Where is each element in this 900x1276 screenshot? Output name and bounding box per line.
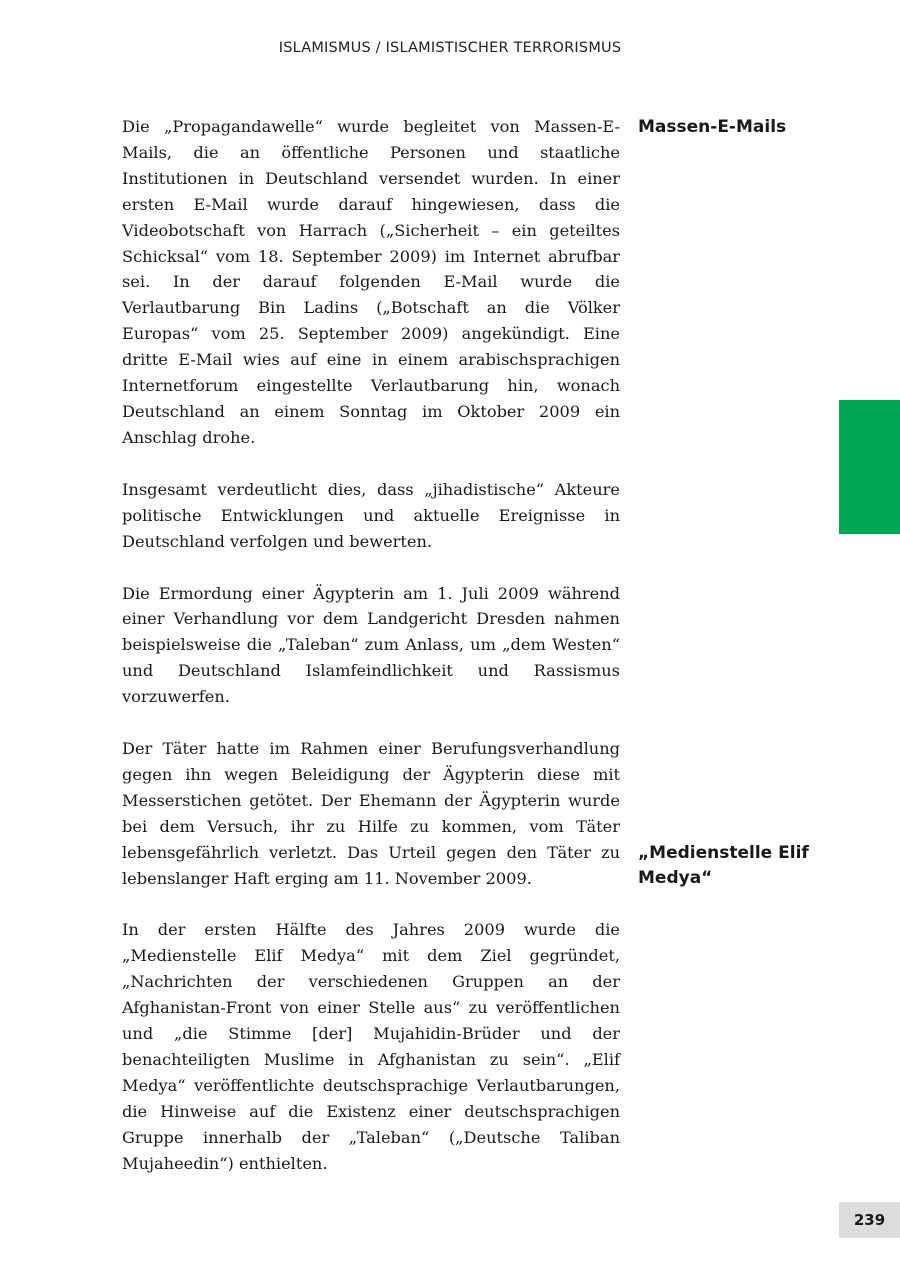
margin-note-mass-emails: Massen-E-Mails [638,117,787,137]
running-header [0,40,900,56]
main-text-column [122,114,620,1203]
running-header-title: ISLAMISMUS / ISLAMISTISCHER TERRORISMUS [278,40,622,56]
paragraph-perpetrator: Der Täter hatte im Rahmen einer Berufungsverhandlung gegen ihn wegen Beleidigung der Ägypterin diese mit Messerstichen getötet. Der Ehemann der Ägypterin wurde bei dem Versuch, ihr zu Hilfe zu kommen, vom Täter lebensgefährlich verletzt. Das Urteil gegen den Täter zu lebenslanger Haft erging am 11. November 2009. [122,739,620,888]
paragraph-elif-medya: In der ersten Hälfte des Jahres 2009 wurde die „Medienstelle Elif Medya“ mit dem Ziel gegründet, „Nachrichten der verschiedenen Gruppen an der Afghanistan-Front von einer Stelle aus“ zu veröffentlichen und „die Stimme [der] Mujahidin-Brüder und der benachteiligten Muslime in Afghanistan zu sein“. „Elif Medya“ veröffentlichte deutschsprachige Verlautbarungen, die Hinweise auf die Existenz einer deutschsprachigen Gruppe innerhalb der „Taleban“ („Deutsche Taliban Mujaheedin“) enthielten. [122,920,620,1173]
margin-note-elif-medya: „Medienstelle Elif Medya“ [638,843,809,888]
paragraph-jihadist-actors: Insgesamt verdeutlicht dies, dass „jihadistische“ Akteure politische Entwicklungen und aktuelle Ereignisse in Deutschland verfolgen und bewerten. [122,479,620,551]
page-number: 239 [839,1202,900,1238]
chapter-tab-marker [839,400,900,534]
paragraph-mass-emails: Die „Propagandawelle“ wurde begleitet von Massen-E-Mails, die an öffentliche Personen und staatliche Institutionen in Deutschland versendet wurden. In einer ersten E-Mail wurde darauf hingewiesen, dass die Videobotschaft von Harrach („Sicherheit – ein geteiltes Schicksal“ vom 18. September 2009) im Internet abrufbar sei. In der darauf folgenden E-Mail wurde die Verlautbarung Bin Ladins („Botschaft an die Völker Europas“ vom 25. September 2009) angekündigt. Eine dritte E-Mail wies auf eine in einem arabischsprachigen Internetforum eingestellte Verlautbarung hin, wonach Deutschland an einem Sonntag im Oktober 2009 ein Anschlag drohe. [122,117,620,447]
paragraph-murder-egyptian: Die Ermordung einer Ägypterin am 1. Juli 2009 während einer Verhandlung vor dem Landgericht Dresden nahmen beispielsweise die „Taleban“ zum Anlass, um „dem Westen“ und Deutschland Islamfeindlichkeit und Rassismus vorzuwerfen. [122,583,620,707]
